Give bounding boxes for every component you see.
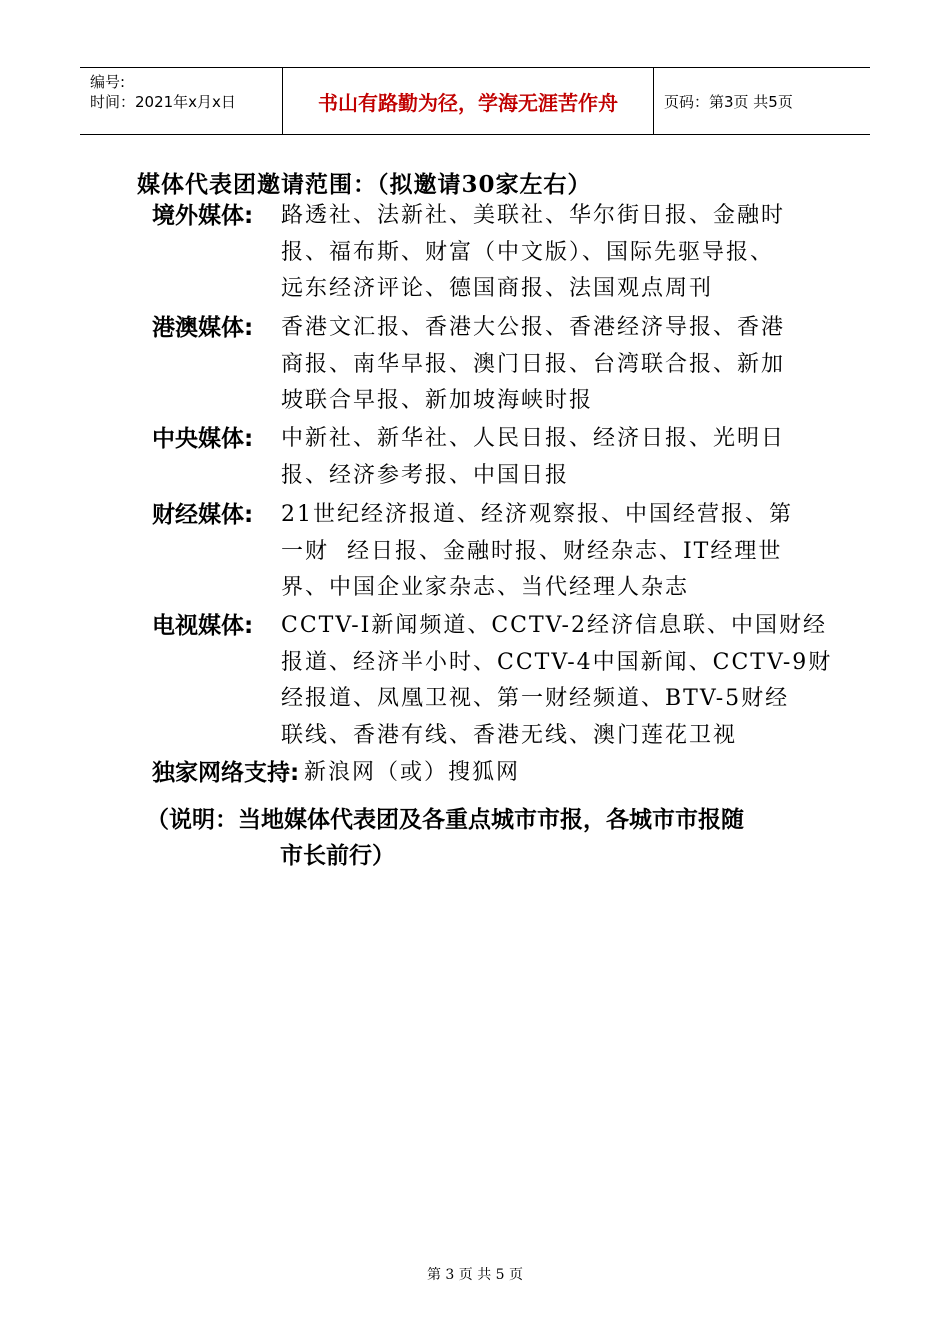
section-label: 中央媒体: [152,426,254,452]
section-line: CCTV-I新闻频道、CCTV-2经济信息联、中国财经 [281,613,827,638]
section-label: 港澳媒体: [152,315,254,341]
header-number-label: 编号: [90,73,126,91]
section-label: 独家网络支持: [152,760,300,786]
section-line: 报、经济参考报、中国日报 [281,462,570,488]
section-body [281,198,836,308]
section-finance-media [152,497,842,607]
section-line: 报、福布斯、财富（中文版）、国际先驱导报、 [281,239,775,265]
page-footer: 第 3 页 共 5 页 [426,1267,524,1283]
header-motto: 书山有路勤为径，学海无涯苦作舟 [282,68,654,134]
section-line: 联线、香港有线、香港无线、澳门莲花卫视 [281,722,738,748]
invitation-scope-heading: 媒体代表团邀请范围：（拟邀请30家左右） [137,171,592,198]
section-body: 新浪网（或）搜狐网 [304,760,521,785]
section-line: 报道、经济半小时、CCTV-4中国新闻、CCTV-9财 [281,649,833,675]
section-line: 路透社、法新社、美联社、华尔街日报、金融时 [281,203,786,228]
section-body [281,421,836,494]
section-hk-macau-media [152,310,842,420]
section-line: 界、中国企业家杂志、当代经理人杂志 [281,575,690,600]
section-line: 经报道、凤凰卫视、第一财经频道、BTV-5财经 [281,686,790,711]
section-line: 坡联合早报、新加坡海峡时报 [281,388,594,413]
section-body [281,497,836,607]
section-exclusive-network [152,755,842,795]
note-line: 市长前行） [280,843,395,869]
section-line: 远东经济评论、德国商报、法国观点周刊 [281,276,714,301]
header-page-info: 页码：第3页 共5页 [664,92,793,111]
header-meta [80,68,282,134]
section-line: 一财 经日报、金融时报、财经杂志、IT经理世 [281,538,783,564]
section-label: 电视媒体: [152,613,254,639]
explanatory-note [146,802,842,874]
section-label: 财经媒体: [152,502,254,528]
section-body [281,608,836,754]
section-central-media [152,421,842,495]
section-line: 商报、南华早报、澳门日报、台湾联合报、新加 [281,351,786,377]
section-line: 中新社、新华社、人民日报、经济日报、光明日 [281,426,786,451]
note-line: （说明：当地媒体代表团及各重点城市市报，各城市市报随 [146,807,744,833]
section-body [281,310,836,420]
section-line: 香港文汇报、香港大公报、香港经济导报、香港 [281,315,786,340]
header-time-label: 时间：2021年x月x日 [90,93,236,111]
section-tv-media [152,608,842,756]
document-header [80,67,870,135]
section-overseas-media [152,198,842,308]
section-line: 21世纪经济报道、经济观察报、中国经营报、第 [281,502,793,527]
section-label: 境外媒体: [152,203,254,229]
